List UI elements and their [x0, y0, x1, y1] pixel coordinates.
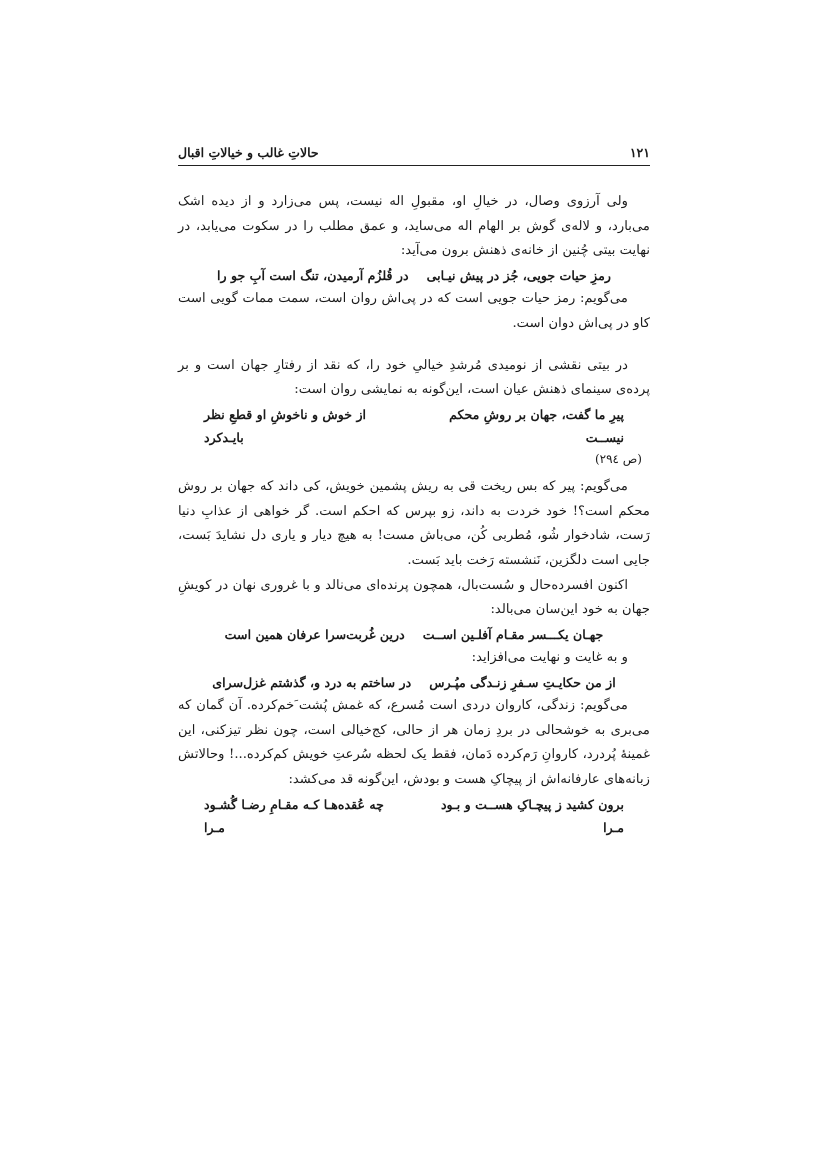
verse-1-hemistich-2: در قُلزُم آرمیدن، تنگ است آبِ جو را	[217, 268, 409, 284]
verse-4-hemistich-2: در ساختم به درد و، گذشتم غزل‌سرای	[212, 674, 412, 690]
verse-1-hemistich-1: رمزِ حیات جویی، جُز در پیش نیـابی	[426, 268, 611, 284]
verse-2-hemistich-1: پیرِ ما گفت، جهان بر روشِ محکم نیســت	[449, 406, 624, 445]
paragraph-1: ولی آرزوی وصال، در خیالِ او، مقبولِ اله نیست، پس می‌زارد و از دیده اشک می‌بارد، و لاله‌ی گوش بر الهام اله می‌ساید، و عمق مطلب را در سکوت می‌یابد، در نهایت بیتی چُنین از خانه‌ی ذهنش برون می‌آید:	[178, 194, 650, 259]
verse-1	[178, 264, 650, 287]
paragraph-5: اکنون افسرده‌حال و سُست‌بال، همچون پرنده‌ای می‌نالد و با غروری نهان در کویشِ جهان به خود این‌سان می‌بالد:	[178, 577, 650, 618]
section-gap	[178, 337, 650, 354]
paragraph-6: و به غایت و نهایت می‌افزاید:	[471, 650, 628, 666]
verse-2-hemistich-2: از خوش و ناخوشِ او قطعِ نظر بایـدکرد	[204, 406, 367, 445]
verse-3-hemistich-2: درین غُربت‌سرا عرفان همین است	[224, 627, 405, 643]
verse-2	[178, 403, 650, 449]
page-reference: (ص ۲۹٤)	[594, 451, 642, 466]
verse-4-hemistich-1: از من حکایـتِ سـفرِ زنـدگی مپُـرس	[429, 674, 616, 690]
paragraph-3: در بیتی نقشی از نومیدی مُرشدِ خیالیِ خود را، که نقد از رفتارِ جهان است و بر پرده‌ی سینمای ذهنش عیان است، این‌گونه به نمایشی روان است:	[178, 357, 650, 398]
page-number: ۱۲۱	[629, 145, 650, 160]
verse-4	[178, 671, 650, 694]
paragraph-7: می‌گویم: زندگی، کاروان دردی است مُسرع، که غمش پُشت َخم‌کرده. آن گمان که می‌بری به خوشحالی در بردِ زمان هر از حالی، کج‌خیالی است، چون نظر تیزکنی، این غمینهٔ پُردرد، کاروانِ رَم‌کرده دَمان، فقط یک لحظه سُرعتِ خویش کم‌کرده...! وحالاتش زبانه‌های عارفانه‌اش از پیچاکِ هست و بودش، این‌گونه قد می‌کشد:	[178, 697, 650, 787]
page-body	[178, 190, 650, 839]
verse-5	[178, 793, 650, 839]
verse-5-hemistich-2: چه عُقده‌هـا کـه مقـامِ رضـا گُشـود مـرا	[204, 796, 384, 835]
verse-5-hemistich-1: برون کشید ز پیچـاکِ هســت و بـود مـرا	[440, 796, 624, 835]
verse-3-hemistich-1: جهـان یکـــسر مقـام آفلـین اســت	[422, 627, 604, 643]
paragraph-2: می‌گویم: رمز حیات جویی است که در پی‌اش روان است، سمت ممات گویی است کاو در پی‌اش دوان است.	[178, 291, 650, 331]
page-header	[178, 141, 650, 166]
paragraph-4: می‌گویم: پیر که بس ریخت قی به ریش پشمین خویش، کی داند که جهان بر روش محکم است؟! خود خردت به داند، زو بپرس که احکم است. گر خواهی از عذابِ دنیا رَست، شادخوار شُو، مُطربی کُن، می‌باش مست! به هیچ دیار و یاری دل نشایدَ بَست، جایی است دلگزین، نَنشسته رَخت باید بَست.	[178, 478, 650, 569]
running-title: حالاتِ غالب و خیالاتِ اقبال	[178, 145, 319, 160]
verse-3	[178, 623, 650, 646]
